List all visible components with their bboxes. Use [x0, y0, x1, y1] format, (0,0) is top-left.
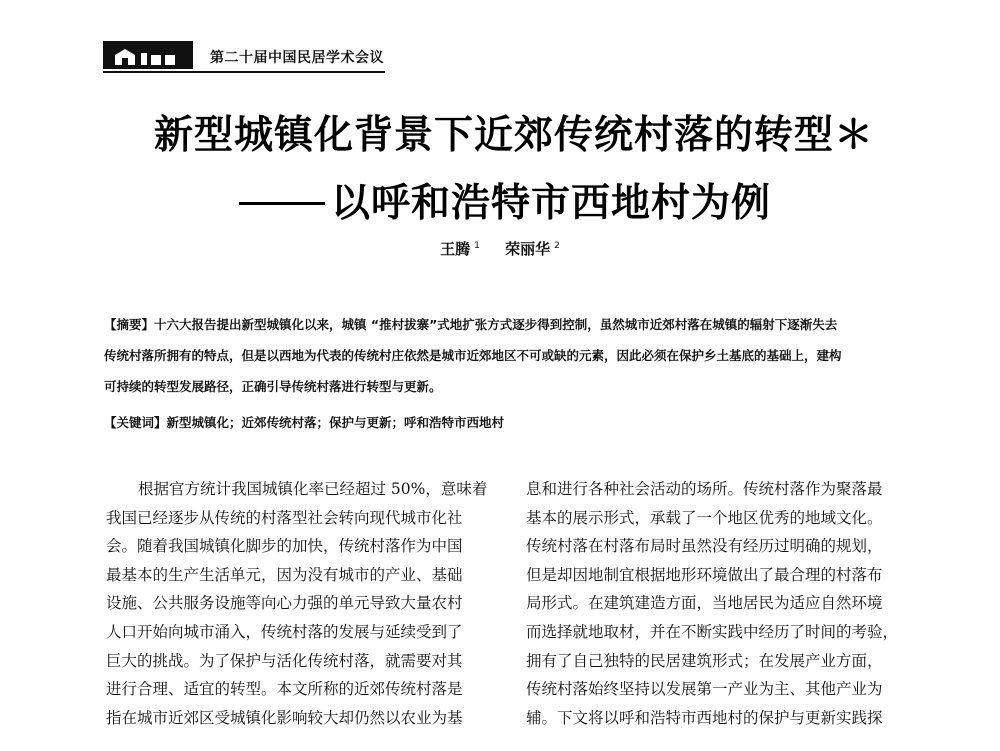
subtitle-text: 以呼和浩特市西地村为例 [330, 181, 771, 226]
body-line: 传统村落在村落布局时虽然没有经历过明确的规划， [526, 537, 883, 556]
author: 荣丽华 $^2$ [505, 240, 560, 258]
running-header [103, 41, 385, 73]
conference-name: 第二十届中国民居学术会议 [210, 50, 384, 66]
body-line: 设施、公共服务设施等向心力强的单元导致大量农村 [106, 594, 463, 613]
body-line: 传统村落始终坚持以发展第一产业为主、其他产业为 [526, 680, 883, 699]
body-line: 进行合理、适宜的转型。本文所称的近郊传统村落是 [106, 680, 463, 699]
body-line: 最基本的生产生活单元，因为没有城市的产业、基础 [106, 565, 463, 584]
body-line: 息和进行各种社会活动的场所。传统村落作为聚落最 [526, 480, 883, 498]
paper-subtitle [0, 172, 1000, 228]
paper-title: 新型城镇化背景下近郊传统村落的转型＊ [153, 113, 874, 158]
author-list [0, 238, 1000, 259]
body-line: 局形式。在建筑建造方面，当地居民为适应自然环境 [526, 594, 883, 613]
house-logo-icon [103, 41, 193, 69]
body-line: 人口开始向城市涌入，传统村落的发展与延续受到了 [106, 622, 463, 641]
body-line: 基本的展示形式，承载了一个地区优秀的地域文化。 [526, 508, 883, 527]
body-line: 指在城市近郊区受城镇化影响较大却仍然以农业为基 [106, 708, 463, 727]
keywords: 【关键词】新型城镇化；近郊传统村落；保护与更新；呼和浩特市西地村 [104, 415, 505, 430]
abstract-line: 传统村落所拥有的特点，但是以西地为代表的传统村庄依然是城市近郊地区不可或缺的元素，因此必须在保护乡土基底的基础上，建构 [104, 348, 842, 363]
body-line: 我国已经逐步从传统的村落型社会转向现代城市化社 [106, 508, 463, 527]
abstract-line: 【摘要】十六大报告提出新型城镇化以来，城镇 “推村拔寨”式地扩张方式逐步得到控制，虽然城市近郊村落在城镇的辐射下逐渐失去 [104, 317, 838, 332]
body-line: 巨大的挑战。为了保护与活化传统村落，就需要对其 [106, 651, 463, 670]
author: 王腾 $^1$ [440, 240, 480, 258]
body-line: 根据官方统计我国城镇化率已经超过 50%，意味着 [138, 480, 488, 498]
em-dash [239, 202, 325, 205]
body-column-left [106, 475, 488, 732]
body-line: 会。随着我国城镇化脚步的加快，传统村落作为中国 [106, 537, 463, 556]
abstract [104, 309, 924, 402]
body-line: 而选择就地取材，并在不断实践中经历了时间的考验， [526, 622, 899, 641]
abstract-line: 可持续的转型发展路径，正确引导传统村落进行转型与更新。 [104, 379, 442, 394]
body-column-right [526, 475, 908, 732]
body-line: 拥有了自己独特的民居建筑形式；在发展产业方面， [526, 651, 883, 670]
body-line: 辅。下文将以呼和浩特市西地村的保护与更新实践探 [526, 708, 883, 727]
body-line: 但是却因地制宜根据地形环境做出了最合理的村落布 [526, 565, 883, 584]
